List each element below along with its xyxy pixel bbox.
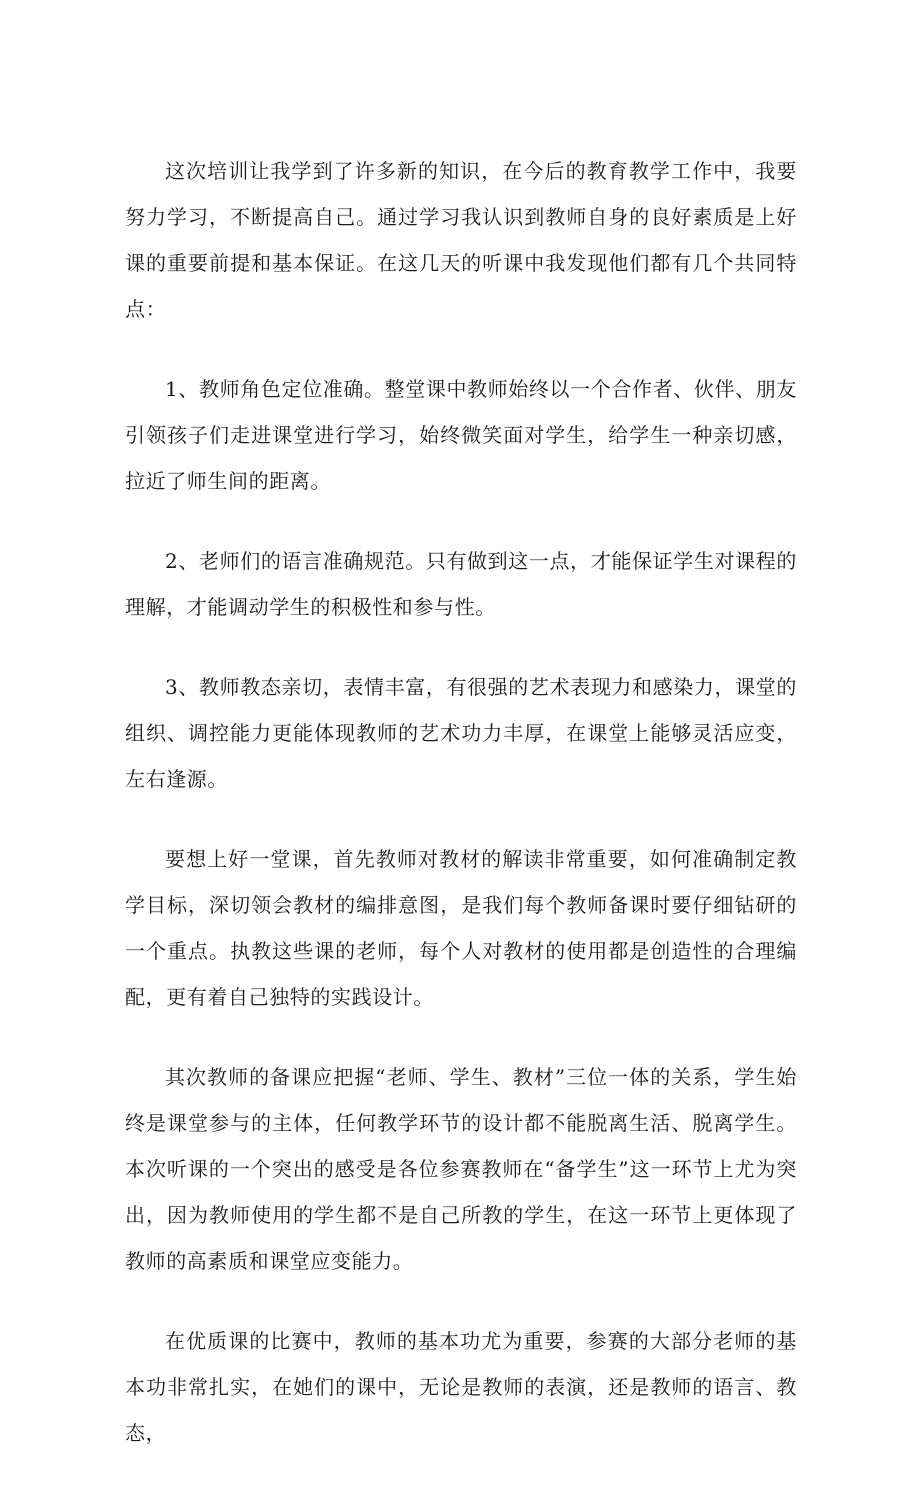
- paragraph-point-2: 2、老师们的语言准确规范。只有做到这一点，才能保证学生对课程的理解，才能调动学生的积极性和参与性。: [125, 549, 797, 619]
- paragraph-point-1: 1、教师角色定位准确。整堂课中教师始终以一个合作者、伙伴、朋友引领孩子们走进课堂进行学习，始终微笑面对学生，给学生一种亲切感，拉近了师生间的距离。: [125, 377, 797, 493]
- paragraph-point-3: 3、教师教态亲切，表情丰富，有很强的艺术表现力和感染力，课堂的组织、调控能力更能体现教师的艺术功力丰厚，在课堂上能够灵活应变，左右逢源。: [125, 675, 797, 791]
- paragraph-intro: 这次培训让我学到了许多新的知识，在今后的教育教学工作中，我要努力学习，不断提高自己。通过学习我认识到教师自身的良好素质是上好课的重要前提和基本保证。在这几天的听课中我发现他们都有几个共同特点：: [125, 159, 797, 321]
- document-body: [125, 148, 797, 1490]
- paragraph-basic-skills: 在优质课的比赛中，教师的基本功尤为重要，参赛的大部分老师的基本功非常扎实，在她们的课中，无论是教师的表演，还是教师的语言、教态，: [125, 1329, 797, 1445]
- paragraph-lesson-prep: 要想上好一堂课，首先教师对教材的解读非常重要，如何准确制定教学目标，深切领会教材的编排意图，是我们每个教师备课时要仔细钻研的一个重点。执教这些课的老师，每个人对教材的使用都是创造性的合理编配，更有着自己独特的实践设计。: [125, 847, 797, 1009]
- paragraph-student-focus: 其次教师的备课应把握“老师、学生、教材”三位一体的关系，学生始终是课堂参与的主体，任何教学环节的设计都不能脱离生活、脱离学生。本次听课的一个突出的感受是各位参赛教师在“备学生”这一环节上尤为突出，因为教师使用的学生都不是自己所教的学生，在这一环节上更体现了教师的高素质和课堂应变能力。: [125, 1065, 797, 1273]
